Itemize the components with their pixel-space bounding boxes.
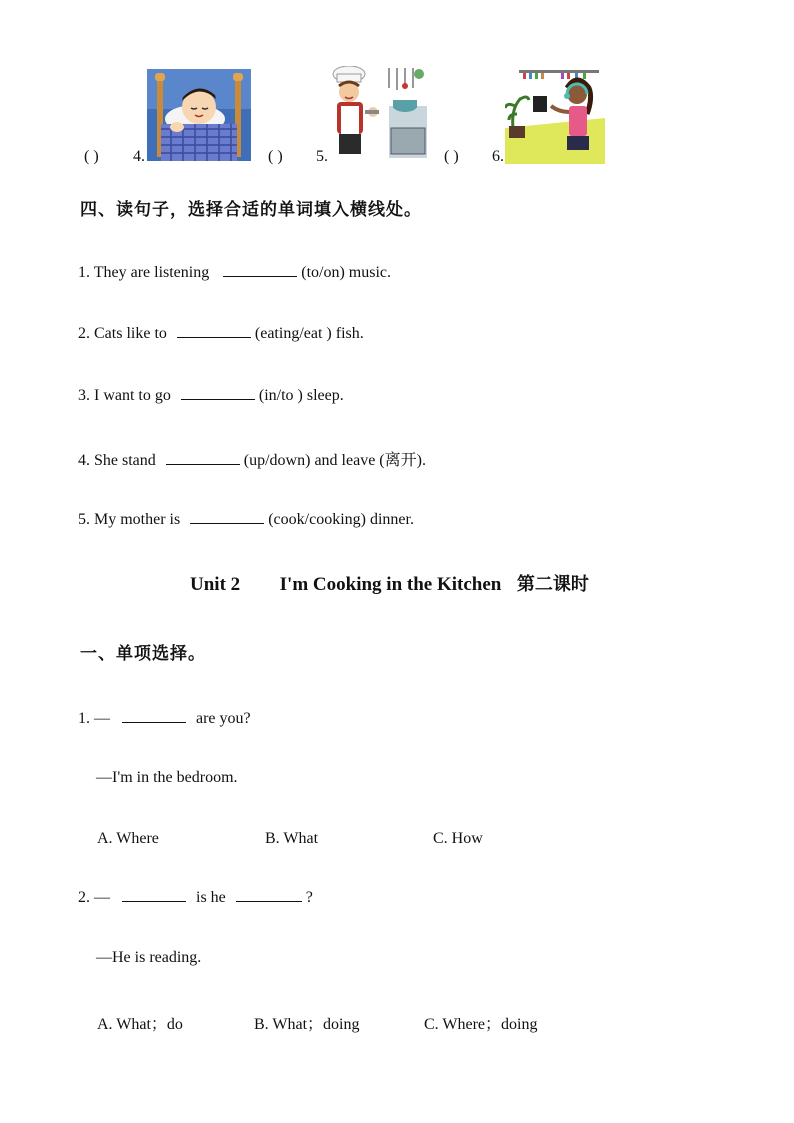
word-choices: (up/down) [243, 452, 311, 469]
word-choices: (eating/eat ) [254, 325, 332, 342]
dialogue-answer: —I'm in the bedroom. [96, 769, 238, 786]
question-text: dinner. [369, 511, 414, 528]
question-number: 2. — [78, 889, 110, 906]
answer-blank[interactable] [190, 509, 264, 524]
option-a[interactable]: A. What；do [97, 1016, 183, 1033]
question-text: and leave (离开). [314, 452, 426, 469]
option-b[interactable]: B. What；doing [254, 1016, 360, 1033]
word-choices: (cook/cooking) [268, 511, 366, 528]
answer-paren[interactable]: ( ) [268, 148, 283, 165]
choice-question [78, 887, 313, 907]
option-c[interactable]: C. How [433, 830, 483, 847]
chef-cooking-in-kitchen-picture [329, 66, 427, 162]
fill-in-question [78, 385, 344, 405]
section-heading: 四、读句子，选择合适的单词填入横线处。 [80, 200, 422, 220]
girl-listening-to-music-picture [505, 66, 605, 164]
answer-blank[interactable] [223, 262, 297, 277]
question-text: 5. My mother is [78, 511, 181, 528]
dialogue-answer: —He is reading. [96, 949, 202, 966]
question-text: sleep. [306, 387, 344, 404]
answer-blank[interactable] [166, 450, 240, 465]
choice-question [78, 708, 251, 728]
unit-label: Unit 2 [190, 574, 241, 595]
answer-blank[interactable] [122, 708, 186, 723]
question-text: 3. I want to go [78, 387, 171, 404]
question-text: music. [348, 264, 391, 281]
unit-title [190, 570, 589, 596]
option-a[interactable]: A. Where [97, 830, 159, 847]
unit-name: I'm Cooking in the Kitchen [279, 574, 502, 595]
answer-blank[interactable] [181, 385, 255, 400]
section-heading: 一、单项选择。 [80, 644, 206, 664]
picture-number: 5. [316, 148, 328, 165]
question-number: 1. — [78, 710, 110, 727]
boy-sleeping-in-bed-picture [147, 69, 251, 161]
picture-number: 6. [492, 148, 504, 165]
question-text: ? [305, 889, 313, 906]
word-choices: (in/to ) [258, 387, 303, 404]
word-choices: (to/on) [301, 264, 345, 281]
question-text: 4. She stand [78, 452, 156, 469]
question-text: 2. Cats like to [78, 325, 167, 342]
option-b[interactable]: B. What [265, 830, 319, 847]
question-text: is he [196, 889, 226, 906]
fill-in-question [78, 447, 426, 470]
answer-paren[interactable]: ( ) [444, 148, 459, 165]
answer-blank[interactable] [122, 887, 186, 902]
picture-number: 4. [133, 148, 145, 165]
answer-blank[interactable] [236, 887, 302, 902]
fill-in-question [78, 509, 414, 529]
fill-in-question [78, 323, 364, 343]
answer-paren[interactable]: ( ) [84, 148, 99, 165]
option-c[interactable]: C. Where；doing [424, 1016, 538, 1033]
answer-blank[interactable] [177, 323, 251, 338]
question-text: 1. They are listening [78, 264, 210, 281]
question-text: are you? [196, 710, 251, 727]
question-text: fish. [335, 325, 364, 342]
fill-in-question [78, 262, 391, 282]
lesson-label: 第二课时 [516, 574, 589, 595]
